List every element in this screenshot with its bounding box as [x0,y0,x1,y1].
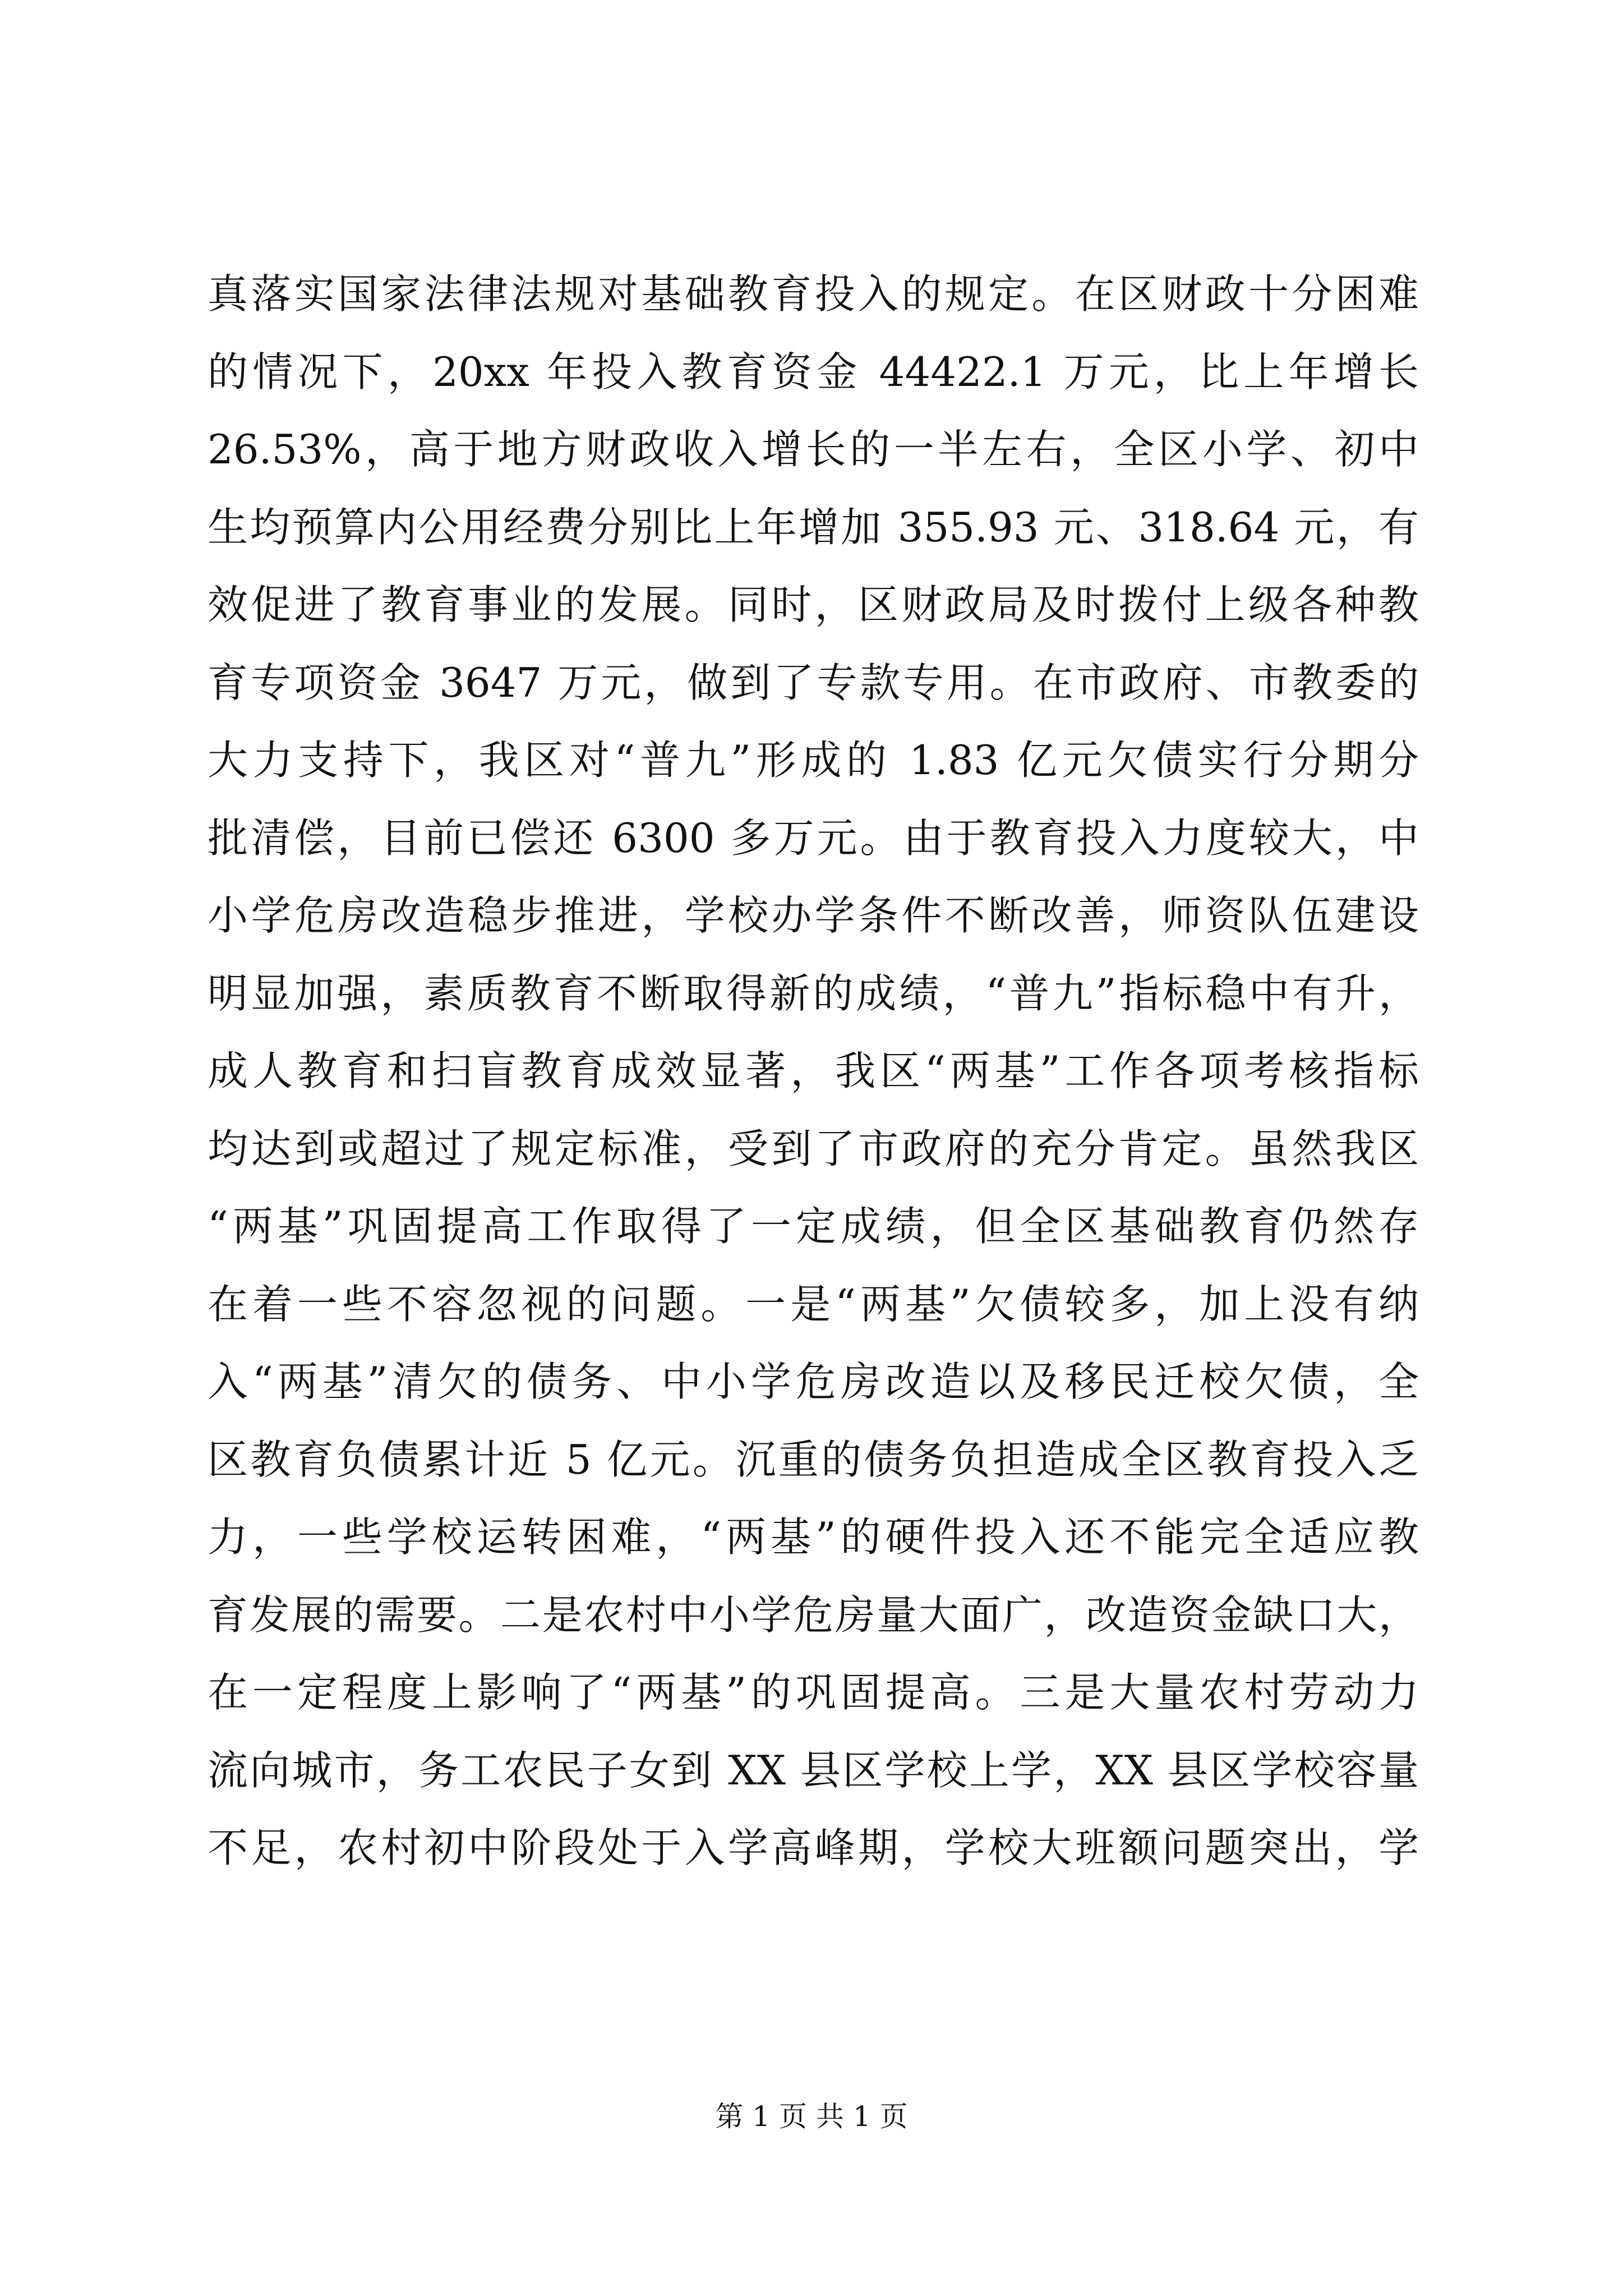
text-line: 区教育负债累计近 5 亿元。沉重的债务负担造成全区教育投入乏 [208,1435,1419,1483]
text-line: 育发展的需要。二是农村中小学危房量大面广，改造资金缺口大， [208,1591,1419,1639]
text-line: 力，一些学校运转困难，“两基”的硬件投入还不能完全适应教 [208,1513,1419,1561]
text-line: 大力支持下，我区对“普九”形成的 1.83 亿元欠债实行分期分 [208,737,1419,784]
text-line: 26.53%，高于地方财政收入增长的一半左右，全区小学、初中 [208,426,1419,473]
text-line: 小学危房改造稳步推进，学校办学条件不断改善，师资队伍建设 [208,892,1419,939]
text-line: 成人教育和扫盲教育成效显著，我区“两基”工作各项考核指标 [208,1047,1419,1094]
text-line: 在一定程度上影响了“两基”的巩固提高。三是大量农村劳动力 [208,1669,1419,1716]
text-line: 明显加强，素质教育不断取得新的成绩，“普九”指标稳中有升， [208,969,1419,1017]
body-text [208,255,1419,1887]
text-line: 批清偿，目前已偿还 6300 多万元。由于教育投入力度较大，中 [208,814,1419,862]
text-line: 均达到或超过了规定标准，受到了市政府的充分肯定。虽然我区 [208,1125,1419,1172]
text-line: 在着一些不容忽视的问题。一是“两基”欠债较多，加上没有纳 [208,1280,1419,1328]
text-line: 的情况下，20xx 年投入教育资金 44422.1 万元，比上年增长 [208,348,1419,395]
text-line: 入“两基”清欠的债务、中小学危房改造以及移民迁校欠债，全 [208,1358,1419,1405]
text-line: 效促进了教育事业的发展。同时，区财政局及时拨付上级各种教 [208,581,1419,628]
text-line: 不足，农村初中阶段处于入学高峰期，学校大班额问题突出，学 [208,1824,1419,1871]
text-line: 育专项资金 3647 万元，做到了专款专用。在市政府、市教委的 [208,659,1419,706]
text-line: 真落实国家法律法规对基础教育投入的规定。在区财政十分困难 [208,270,1419,318]
text-line: 流向城市，务工农民子女到 XX 县区学校上学，XX 县区学校容量 [208,1746,1419,1794]
text-line: 生均预算内公用经费分别比上年增加 355.93 元、318.64 元，有 [208,503,1419,551]
page-footer: 第 1 页 共 1 页 [715,2100,908,2133]
text-line: “两基”巩固提高工作取得了一定成绩，但全区基础教育仍然存 [208,1203,1419,1250]
